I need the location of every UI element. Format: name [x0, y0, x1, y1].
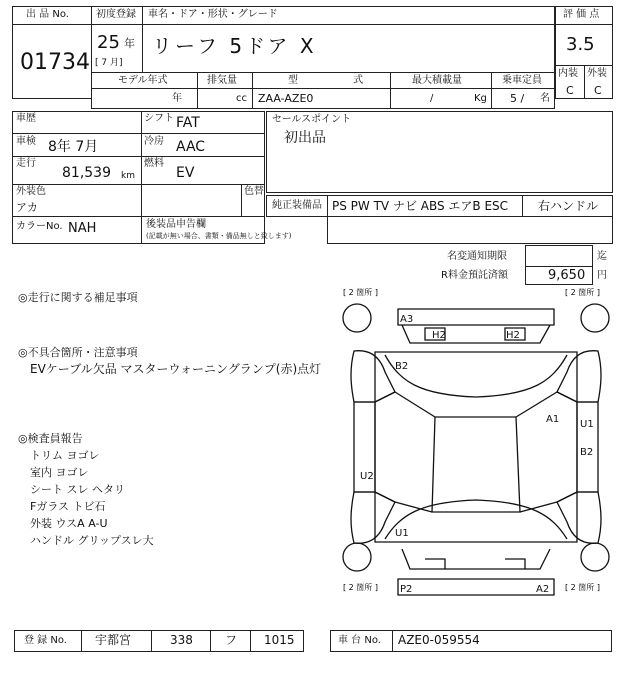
ac-label: 冷房: [144, 136, 164, 147]
equipment-value: PS PW TV ナビ ABS エアB ESC: [332, 199, 509, 213]
color-change-label: 色替: [244, 186, 264, 197]
damage-mark-right-rear-side: B2: [580, 447, 594, 458]
registration-number: 1015: [264, 633, 295, 647]
shift-label: シフト: [144, 113, 174, 124]
car-name-label: 車名・ドア・形状・グレード: [148, 9, 278, 20]
max-load-label: 最大積載量: [412, 75, 462, 86]
displacement-label: 排気量: [207, 75, 237, 86]
capacity-value: 5 /: [510, 92, 525, 105]
type-value: ZAA-AZE0: [258, 92, 314, 105]
wheel-rear-right: [581, 543, 609, 571]
damage-mark-front-bumper: A3: [400, 314, 414, 325]
type-label: 型 式: [288, 75, 390, 86]
capacity-label: 乗車定員: [502, 75, 542, 86]
recycle-fee-value: 9,650: [548, 268, 586, 283]
score-label: 評 価 点: [563, 9, 600, 20]
inspector-report-list: [30, 447, 154, 549]
first-registration-month: [ 7 月]: [95, 58, 123, 68]
exterior-label: 外装: [587, 68, 607, 79]
exterior-color-value: アカ: [16, 201, 38, 214]
color-no-label: カラーNo.: [16, 221, 63, 232]
wheel-front-left: [343, 304, 371, 332]
registration-class: 338: [170, 633, 193, 647]
interior-label: 内装: [558, 68, 578, 79]
inspector-report-title: ◎検査員報告: [18, 432, 83, 445]
inspector-item: Fガラス トビ石: [30, 500, 106, 513]
shift-value: FAT: [176, 115, 200, 131]
defects-title: ◎不具合箇所・注意事項: [18, 346, 138, 359]
max-load-slash: /: [430, 93, 434, 104]
wheel-label: [ 2 箇所 ]: [343, 288, 378, 297]
year-unit: 年: [124, 37, 135, 50]
lot-number-label: 出 品 No.: [26, 9, 69, 20]
damage-mark-rear-left-fender: U1: [395, 528, 409, 539]
damage-mark-rear-bumper-left: P2: [400, 584, 413, 595]
steering-position: 右ハンドル: [538, 199, 599, 213]
sales-point-label: セールスポイント: [272, 114, 352, 125]
exterior-grade: C: [594, 84, 602, 97]
fuel-value: EV: [176, 165, 195, 181]
color-no-value: NAH: [68, 221, 97, 236]
equipment-label: 純正装備品: [272, 200, 322, 211]
chassis-number: AZE0-059554: [398, 633, 480, 647]
recycle-fee-unit: 円: [597, 270, 607, 281]
inspector-item: トリム ヨゴレ: [30, 449, 100, 462]
inspector-item: ハンドル グリップスレ大: [30, 534, 154, 547]
front-bumper-shape: [398, 309, 554, 325]
damage-mark-right-front-side: U1: [580, 419, 594, 430]
damage-mark-front-left-fender: B2: [395, 361, 409, 372]
name-change-deadline-box: [525, 245, 593, 267]
interior-grade: C: [566, 84, 574, 97]
damage-mark-headlight-right: H2: [506, 330, 520, 341]
wheel-front-right: [581, 304, 609, 332]
mileage-unit: km: [121, 171, 135, 181]
lot-number: 01734: [20, 50, 90, 75]
capacity-unit: 名: [540, 93, 550, 104]
fuel-label: 燃料: [144, 158, 164, 169]
aftermarket-note: (記載が無い場合、書類・備品無しと致します): [146, 232, 292, 240]
damage-mark-rear-bumper-right: A2: [536, 584, 550, 595]
registration-label: 登 録 No.: [24, 635, 67, 646]
model-year-unit: 年: [172, 93, 182, 104]
driving-remarks-title: ◎走行に関する補足事項: [18, 291, 138, 304]
inspector-item: 室内 ヨゴレ: [30, 466, 89, 479]
registration-area: 宇都宮: [95, 633, 132, 647]
wheel-rear-left: [343, 543, 371, 571]
max-load-unit: Kg: [474, 93, 487, 104]
wheel-label: [ 2 箇所 ]: [343, 583, 378, 592]
mileage-value: 81,539: [62, 165, 111, 181]
car-name: リーフ 5ドア X: [152, 34, 317, 58]
inspector-item: 外装 ウスA A-U: [30, 517, 108, 530]
damage-mark-right-door: A1: [546, 414, 560, 425]
chassis-label: 車 台 No.: [338, 635, 381, 646]
ac-value: AAC: [176, 139, 206, 155]
rear-bumper-shape: [398, 579, 554, 595]
inspector-item: シート スレ ヘタリ: [30, 483, 125, 496]
history-label: 車歴: [16, 113, 36, 124]
recycle-fee-label: R料金預託済額: [441, 270, 508, 281]
score-value: 3.5: [566, 34, 595, 55]
wheel-label: [ 2 箇所 ]: [565, 288, 600, 297]
car-damage-diagram: [340, 287, 612, 619]
name-change-unit: 迄: [597, 251, 607, 262]
mileage-label: 走行: [16, 158, 36, 169]
aftermarket-label: 後装品申告欄: [146, 219, 206, 230]
displacement-unit: cc: [236, 93, 247, 104]
model-year-label: モデル年式: [118, 75, 168, 86]
sales-point-value: 初出品: [284, 130, 326, 146]
inspection-label: 車検: [16, 136, 36, 147]
wheel-label: [ 2 箇所 ]: [565, 583, 600, 592]
defects-text: EVケーブル欠品 マスターウォーニングランプ(赤)点灯: [30, 362, 322, 376]
exterior-color-label: 外装色: [16, 186, 46, 197]
registration-kana: フ: [225, 633, 238, 647]
name-change-label: 名変通知期限: [447, 251, 507, 262]
damage-mark-left-side: U2: [360, 471, 374, 482]
first-registration-year: 25: [97, 32, 120, 53]
inspection-value: 8年 7月: [48, 139, 99, 155]
first-registration-label: 初度登録: [96, 9, 136, 20]
damage-mark-headlight-left: H2: [432, 330, 446, 341]
